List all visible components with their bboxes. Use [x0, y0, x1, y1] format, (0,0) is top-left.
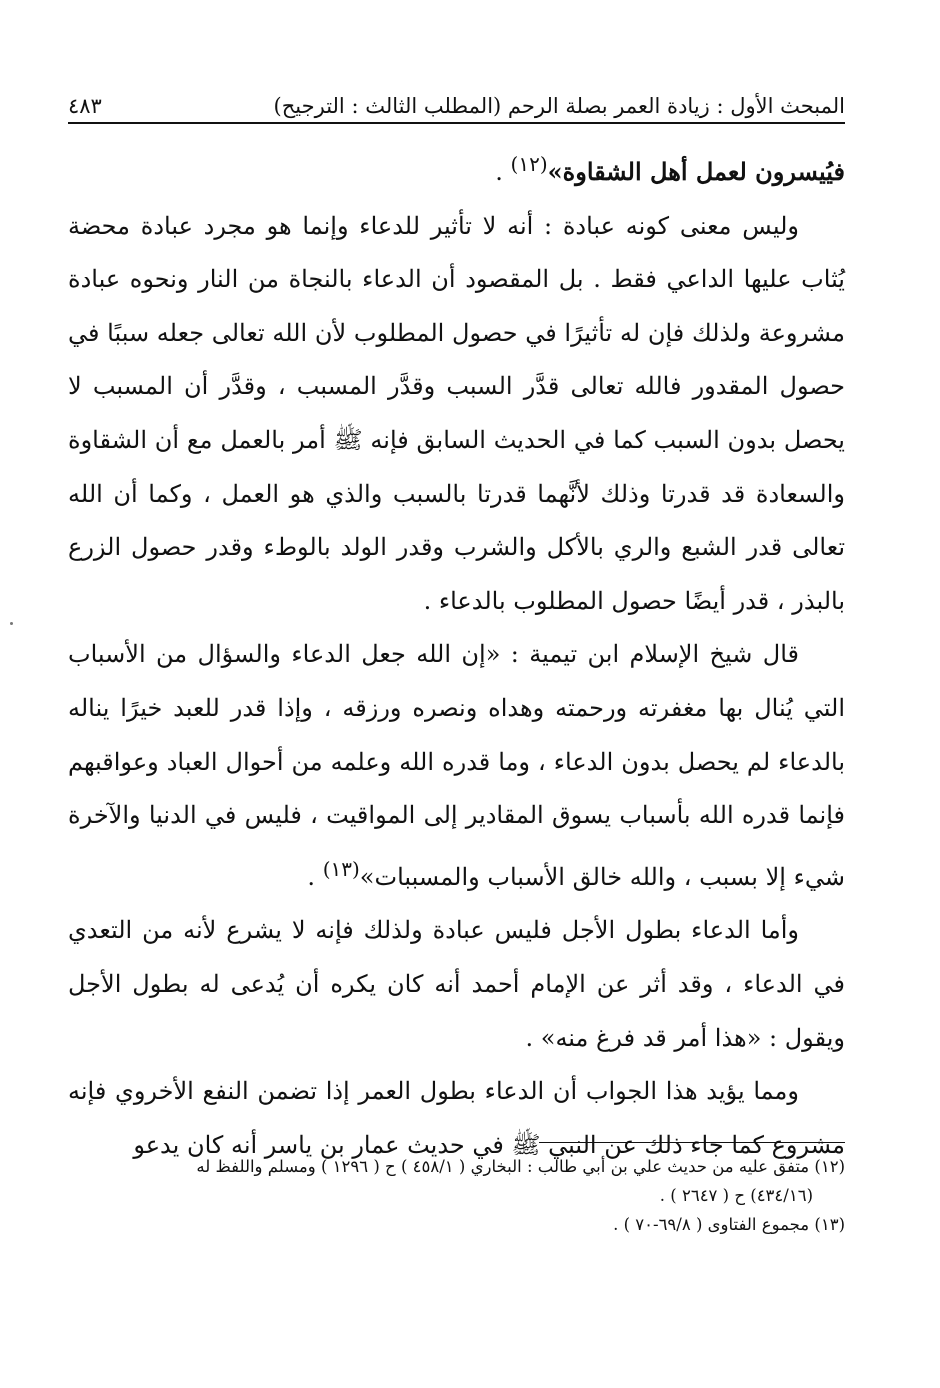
paragraph-2: [68, 628, 845, 904]
paragraph-2-text: قال شيخ الإسلام ابن تيمية : «إن الله جعل الدعاء والسؤال من الأسباب التي يُنال بها مغفرته ورحمته وهداه ونصره ورزقه ، وإذا قدر للعبد خيرًا يناله بالدعاء لم يحصل بدون الدعاء ، وما قدره الله وعلمه من أحوال العباد وعواقبهم فإنما قدره الله بأسباب يسوق المقادير إلى المواقيت ، فليس في الدنيا والآخرة شيء إلا بسبب ، والله خالق الأسباب والمسببات»: [68, 640, 846, 891]
paragraph-3: وأما الدعاء بطول الأجل فليس عبادة ولذلك فإنه لا يشرع لأنه من التعدي في الدعاء ، وقد أثر عن الإمام أحمد أنه كان يكره أن يُدعى له بطول الأجل ويقول : «هذا أمر قد فرغ منه» .: [68, 916, 845, 1052]
lead-line: [68, 138, 845, 200]
scan-speck: [10, 622, 13, 625]
running-header: [68, 84, 845, 118]
footnote-13: (١٣) مجموع الفتاوى ( ٦٩/٨-٧٠ ) .: [613, 1215, 845, 1234]
lead-tail: .: [495, 158, 511, 186]
lead-quote: فيُيسرون لعمل أهل الشقاوة»: [547, 157, 845, 186]
header-title: المبحث الأول : زيادة العمر بصلة الرحم (المطلب الثالث : الترجيح): [273, 94, 845, 118]
paragraph-4: ومما يؤيد هذا الجواب أن الدعاء بطول العمر إذا تضمن النفع الأخروي فإنه مشروع كما جاء ذلك عن النبي ﷺ في حديث عمار بن ياسر أنه كان يدعو: [68, 1077, 845, 1159]
footnote-12: (١٢) متفق عليه من حديث علي بن أبي طالب : البخاري ( ٤٥٨/١ ) ح ( ١٢٩٦ ) ومسلم واللفظ له: [196, 1157, 845, 1176]
footnote-ref-13: (١٣): [322, 856, 360, 881]
footnote-rule: [539, 1142, 845, 1143]
footnotes: [68, 1152, 845, 1239]
page-number: ٤٨٣: [68, 94, 102, 118]
footnote-ref-12: (١٢): [510, 152, 548, 176]
header-rule: [68, 122, 845, 124]
footnote-12-continued: (٤٣٤/١٦) ح ( ٢٦٤٧ ) .: [659, 1186, 813, 1205]
paragraph-1: وليس معنى كونه عبادة : أنه لا تأثير للدعاء وإنما هو مجرد عبادة محضة يُثاب عليها الداعي فقط . بل المقصود أن الدعاء بالنجاة من النار ونحوه عبادة مشروعة ولذلك فإن له تأثيرًا في حصول المطلوب لأن الله تعالى جعله سببًا في حصول المقدور فالله تعالى قدَّر السبب وقدَّر المسبب ، وقدَّر أن المسبب لا يحصل بدون السبب كما في الحديث السابق فإنه ﷺ أمر بالعمل مع أن الشقاوة والسعادة قد قدرتا وذلك لأنَّهما قدرتا بالسبب والذي هو العمل ، وكما أن الله تعالى قدر الشبع والري بالأكل والشرب وقدر الولد بالوطء وقدر حصول الزرع بالبذر ، قدر أيضًا حصول المطلوب بالدعاء .: [68, 211, 846, 615]
paragraph-2-tail: .: [307, 862, 323, 891]
main-text: [68, 138, 845, 1172]
